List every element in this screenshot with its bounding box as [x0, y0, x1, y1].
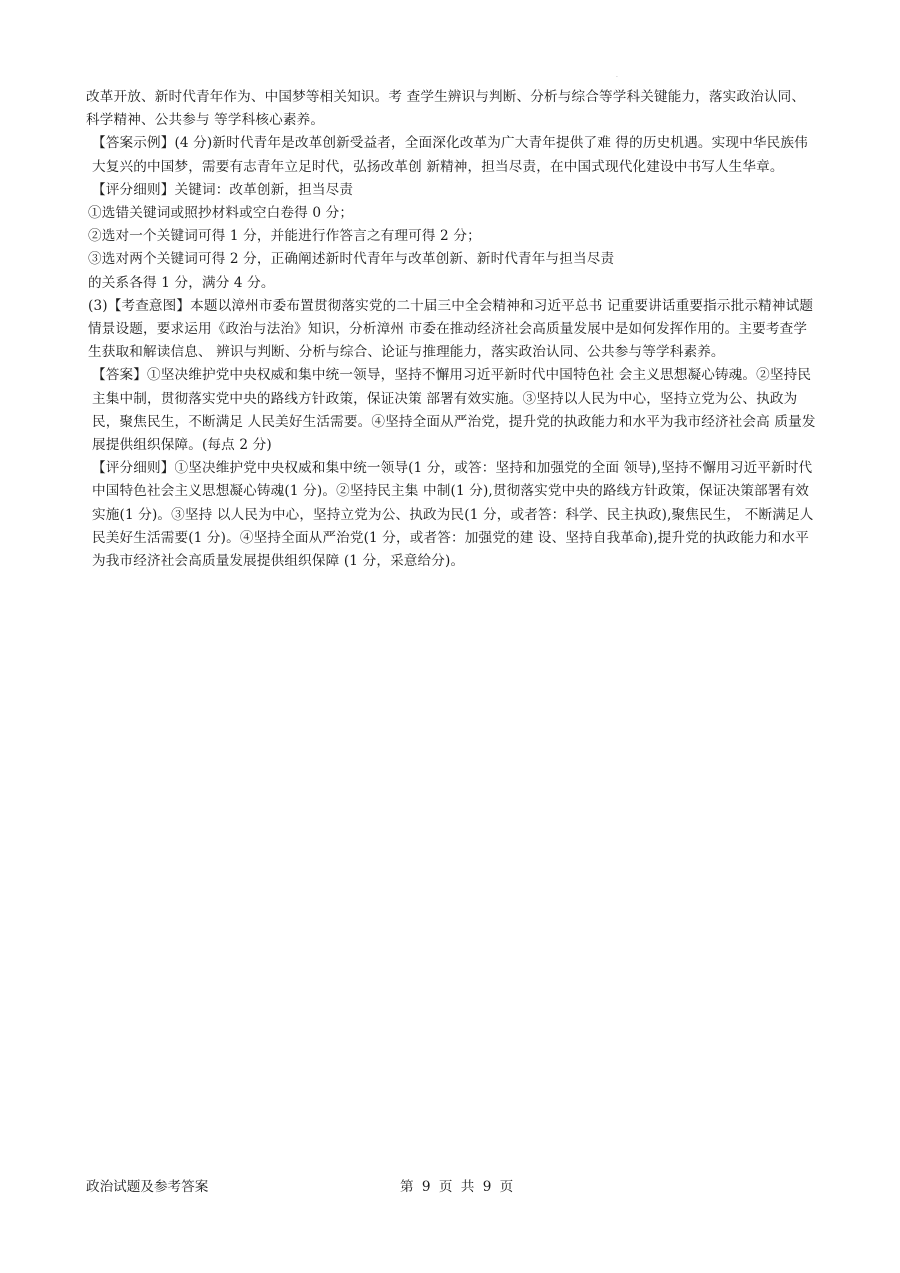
paragraph-scoring-rule-1: ①选错关键词或照抄材料或空白卷得 0 分； — [88, 205, 354, 222]
paragraph-question-3-scoring: 【评分细则】①坚决维护党中央权威和集中统一领导(1 分，或答：坚持和加强党的全面 领导),坚持不懈用习近平新时代中国特色社会主义思想凝心铸魂(1 分)。②坚持民主集 中制(1 分),贯彻落实党中央的路线方针政策，保证决策部署有效实施(1 分)。③坚持 以人民为中心，坚持立党为公、执政为民(1 分，或者答：科学、民主执政),聚焦民生， 不断满足人民美好生活需要(1 分)。④坚持全面从严治党(1 分，或者答：加强党的建 设、坚持自我革命),提升党的执政能力和水平为我市经济社会高质量发展提供组织保障 (1 分，采意给分)。 — [92, 460, 814, 570]
corner-dot: · — [616, 74, 618, 81]
paragraph-answer-example: 【答案示例】(4 分)新时代青年是改革创新受益者，全面深化改革为广大青年提供了难 得的历史机遇。实现中华民族伟大复兴的中国梦，需要有志青年立足时代，弘扬改革创 新精神，担当尽责，在中国式现代化建设中书写人生华章。 — [92, 135, 808, 175]
paragraph-scoring-rule-3: ③选对两个关键词可得 2 分，正确阐述新时代青年与改革创新、新时代青年与担当尽责 — [88, 251, 615, 268]
paragraph-scoring-keywords: 【评分细则】关键词：改革创新，担当尽责 — [92, 181, 354, 198]
document-body — [86, 86, 818, 573]
footer-title: 政治试题及参考答案 — [86, 1179, 209, 1195]
paragraph-intro-continued: 改革开放、新时代青年作为、中国梦等相关知识。考 查学生辨识与判断、分析与综合等学科关键能力，落实政治认同、科学精神、公共参与 等学科核心素养。 — [86, 89, 806, 129]
paragraph-scoring-rule-2: ②选对一个关键词可得 1 分，并能进行作答言之有理可得 2 分； — [88, 228, 481, 245]
paragraph-question-3-intent: (3)【考查意图】本题以漳州市委布置贯彻落实党的二十届三中全会精神和习近平总书 记重要讲话重要指示批示精神试题情景设题，要求运用《政治与法治》知识，分析漳州 市委在推动经济社会高质量发展中是如何发挥作用的。主要考查学生获取和解读信息、 辨识与判断、分析与综合、论证与推理能力，落实政治认同、公共参与等学科素养。 — [88, 297, 814, 361]
paragraph-scoring-rule-3-cont: 的关系各得 1 分，满分 4 分。 — [88, 274, 275, 291]
paragraph-question-3-answer: 【答案】①坚决维护党中央权威和集中统一领导，坚持不懈用习近平新时代中国特色社 会主义思想凝心铸魂。②坚持民主集中制，贯彻落实党中央的路线方针政策，保证决策 部署有效实施。③坚持以人民为中心，坚持立党为公、执政为民，聚焦民生，不断满足 人民美好生活需要。④坚持全面从严治党，提升党的执政能力和水平为我市经济社会高 质量发展提供组织保障。(每点 2 分) — [92, 367, 816, 454]
page-number: 第 9 页 共 9 页 — [400, 1179, 514, 1195]
